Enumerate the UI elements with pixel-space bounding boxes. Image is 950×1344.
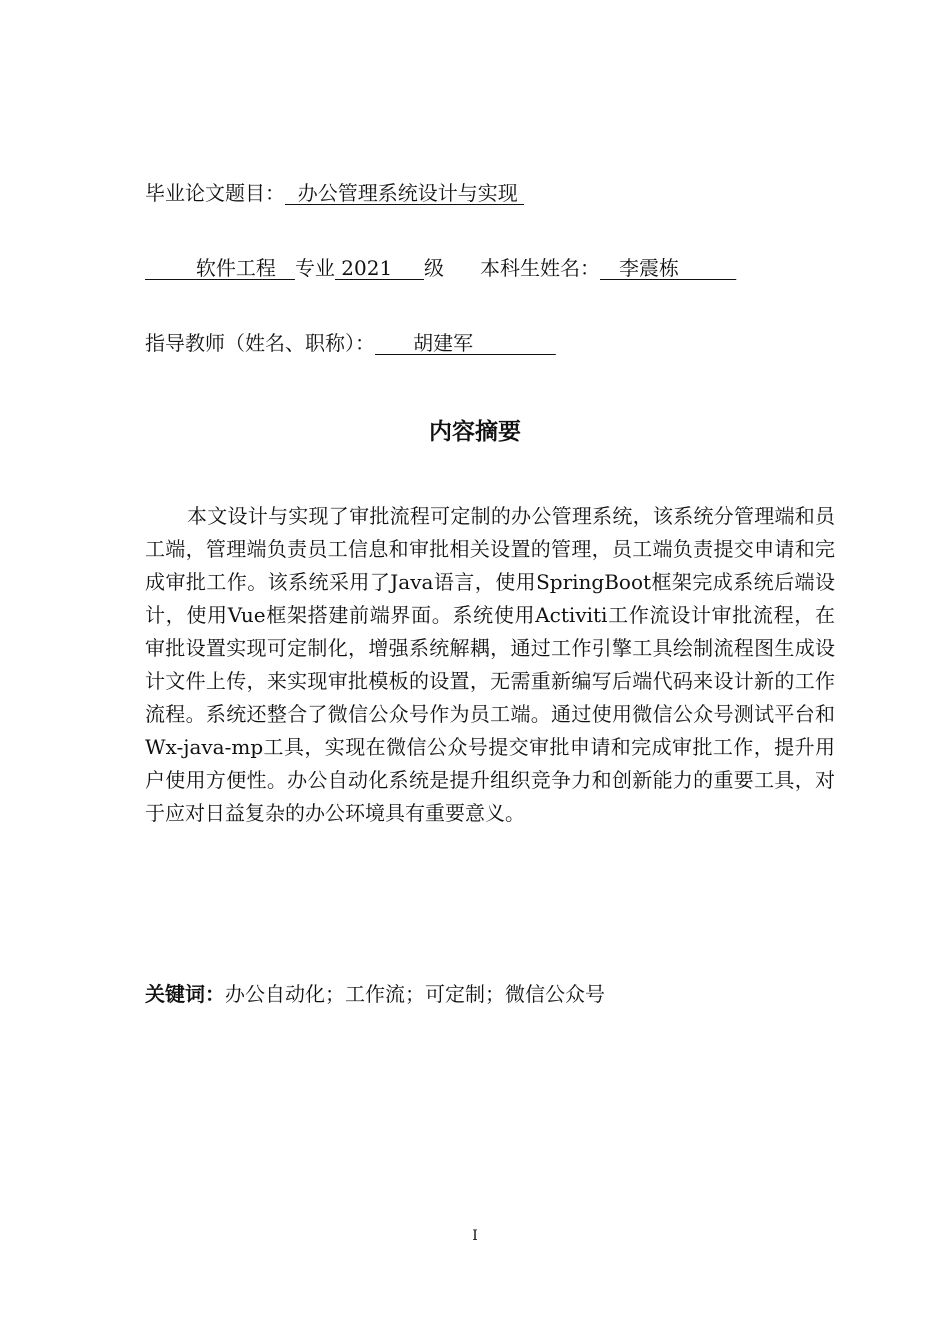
page-number: I bbox=[472, 1228, 478, 1244]
major-label: 专业 bbox=[294, 256, 335, 280]
thesis-title-line bbox=[145, 181, 524, 205]
grade-value: 2021 bbox=[334, 256, 424, 280]
keywords-value: 办公自动化；工作流；可定制；微信公众号 bbox=[225, 982, 605, 1006]
major-grade-student-line bbox=[145, 256, 736, 280]
advisor-value: 胡建军 bbox=[375, 331, 556, 355]
abstract-heading: 内容摘要 bbox=[429, 419, 521, 445]
thesis-title-label: 毕业论文题目： bbox=[145, 181, 285, 205]
grade-label: 级 bbox=[423, 256, 444, 280]
abstract-body: 本文设计与实现了审批流程可定制的办公管理系统，该系统分管理端和员工端，管理端负责员工信息和审批相关设置的管理，员工端负责提交申请和完成审批工作。该系统采用了Java语言，使用SpringBoot框架完成系统后端设计，使用Vue框架搭建前端界面。系统使用Activiti工作流设计审批流程，在审批设置实现可定制化，增强系统解耦，通过工作引擎工具绘制流程图生成设计文件上传，来实现审批模板的设置，无需重新编写后端代码来设计新的工作流程。系统还整合了微信公众号作为员工端。通过使用微信公众号测试平台和Wx-java-mp工具，实现在微信公众号提交审批申请和完成审批工作，提升用户使用方便性。办公自动化系统是提升组织竞争力和创新能力的重要工具，对于应对日益复杂的办公环境具有重要意义。 bbox=[145, 504, 835, 825]
keywords-label: 关键词： bbox=[145, 982, 225, 1006]
major-value: 软件工程 bbox=[145, 256, 295, 280]
advisor-line bbox=[145, 331, 556, 355]
keywords-line bbox=[145, 980, 605, 1008]
advisor-label: 指导教师（姓名、职称）： bbox=[145, 331, 375, 355]
student-name-value: 李震栋 bbox=[599, 256, 737, 280]
thesis-title-value: 办公管理系统设计与实现 bbox=[285, 181, 525, 205]
student-name-label: 本科生姓名： bbox=[479, 256, 600, 280]
